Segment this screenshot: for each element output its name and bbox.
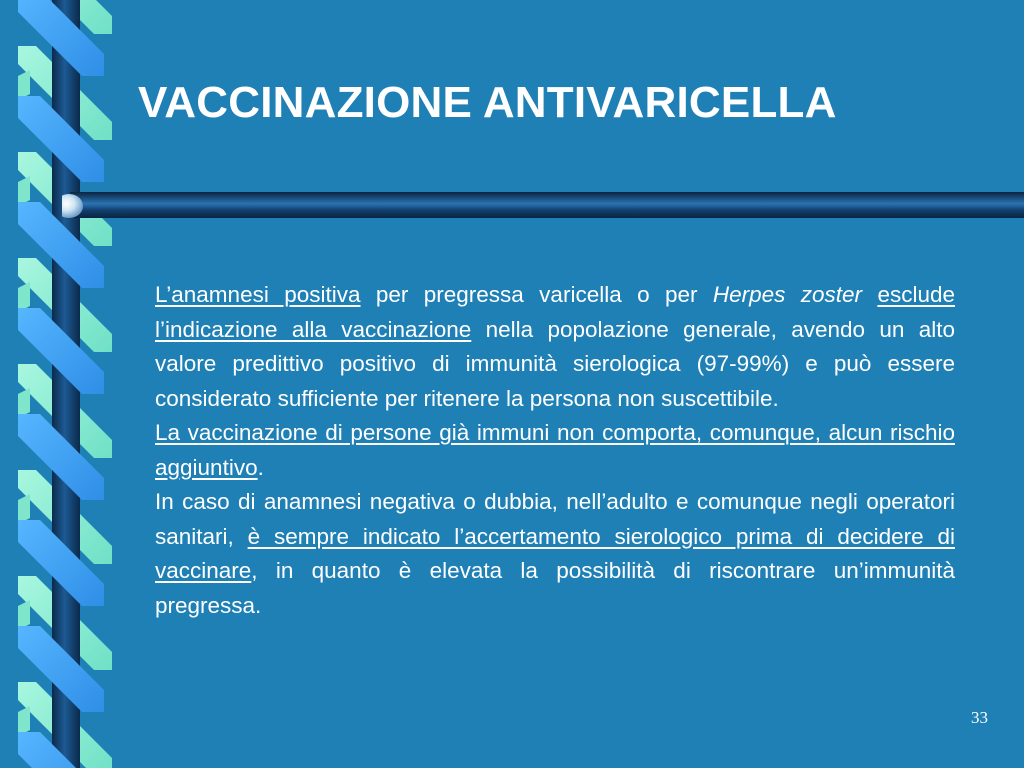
- underlined-text: esclude l’indicazione alla vaccinazione: [155, 282, 955, 342]
- slide-body: [155, 278, 955, 623]
- decorative-ribbon: [0, 0, 112, 768]
- body-text: , in quanto è elevata la possibilità di riscontrare un’immunità pregressa.: [155, 558, 955, 618]
- page-number: 33: [971, 708, 988, 727]
- body-text: nella popolazione generale, avendo un alto valore predittivo positivo di immunità sierologica (97-99%) e può essere considerato sufficiente per ritenere la persona non suscettibile.: [155, 316, 955, 411]
- body-text: In caso di anamnesi negativa o dubbia, nell’adulto e comunque negli operatori sanitari,: [155, 489, 955, 549]
- body-text: per pregressa varicella o per: [360, 282, 713, 307]
- underlined-text: L’anamnesi positiva: [155, 282, 361, 307]
- title-divider: [62, 190, 1024, 220]
- underlined-text: è sempre indicato l’accertamento sierologico prima di decidere di vaccinare: [155, 523, 955, 583]
- paragraph: [155, 485, 955, 623]
- body-text: .: [257, 454, 264, 480]
- body-text: [862, 282, 877, 307]
- paragraph: [155, 278, 955, 416]
- italic-term: Herpes zoster: [712, 282, 863, 307]
- underlined-text: La vaccinazione di persone già immuni non comporta, comunque, alcun rischio aggiuntivo: [155, 420, 955, 480]
- page-title: VACCINAZIONE ANTIVARICELLA: [138, 78, 837, 127]
- paragraph: [155, 416, 955, 485]
